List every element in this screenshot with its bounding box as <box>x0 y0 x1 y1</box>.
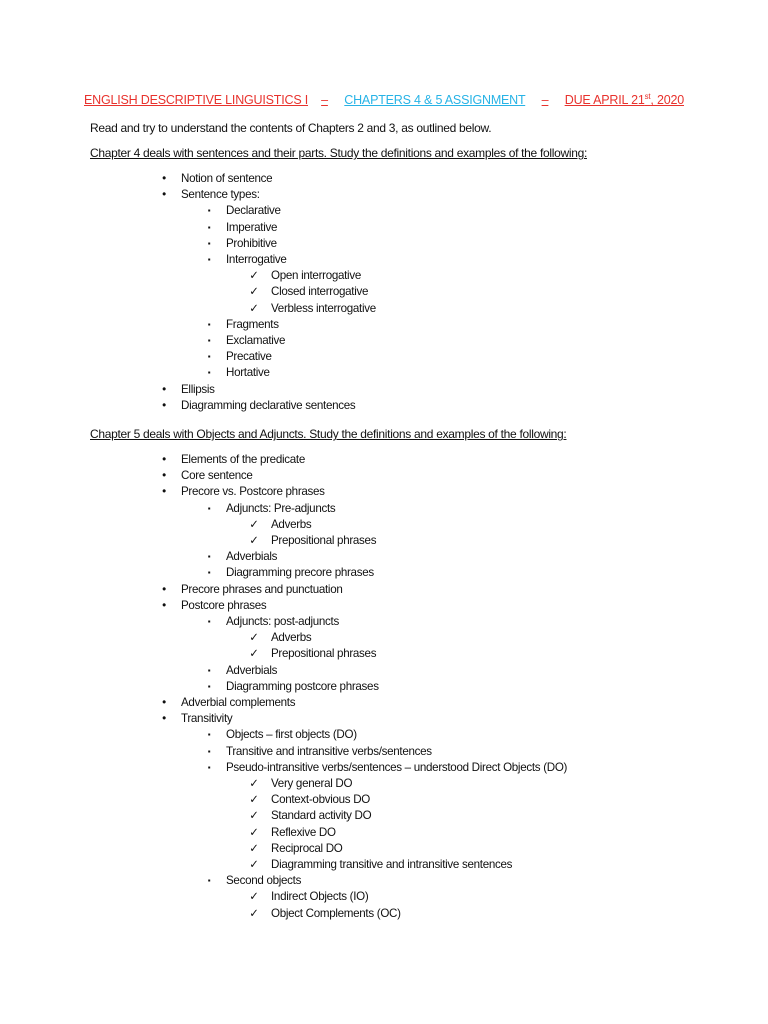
list-item <box>249 793 370 807</box>
bullet-icon: ▪ <box>207 665 211 675</box>
list-item-text: Context-obvious DO <box>271 793 370 807</box>
list-item-text: Exclamative <box>226 334 286 347</box>
list-item <box>249 534 377 548</box>
list-item-text: Precore vs. Postcore phrases <box>181 485 325 499</box>
list-item <box>162 453 305 467</box>
bullet-icon: • <box>162 485 166 499</box>
list-item-text: Adverbials <box>226 663 278 677</box>
chapter5-heading: Chapter 5 deals with Objects and Adjuncts. Study the definitions and examples of the following: <box>90 427 567 441</box>
bullet-icon: • <box>162 382 166 396</box>
list-item <box>249 269 361 283</box>
list-item <box>207 679 379 694</box>
chapter4-heading: Chapter 4 deals with sentences and their parts. Study the definitions and examples of the following: <box>90 146 587 160</box>
list-item <box>207 220 278 235</box>
bullet-icon: • <box>162 453 166 466</box>
list-item-text: Adjuncts: post-adjuncts <box>226 615 339 628</box>
list-item <box>249 825 336 840</box>
bullet-icon: • <box>162 398 166 412</box>
list-item <box>207 615 339 629</box>
list-item-text: Open interrogative <box>271 269 361 283</box>
bullet-icon: • <box>162 598 166 612</box>
bullet-icon: ▪ <box>207 762 211 772</box>
list-item-text: Adverbial complements <box>181 696 296 709</box>
list-item <box>162 712 233 726</box>
bullet-icon: ▪ <box>207 319 211 329</box>
list-item-text: Diagramming postcore phrases <box>226 679 379 693</box>
list-item-text: Hortative <box>226 366 270 380</box>
bullet-icon: ▪ <box>207 222 211 232</box>
list-item <box>207 350 272 364</box>
checkmark-icon: ✓ <box>249 517 259 531</box>
list-item-text: Prepositional phrases <box>271 534 377 547</box>
checkmark-icon: ✓ <box>249 906 259 920</box>
list-item-text: Elements of the predicate <box>181 453 305 466</box>
intro-text: Read and try to understand the contents of Chapters 2 and 3, as outlined below. <box>90 121 492 135</box>
list-item-text: Transitivity <box>181 712 233 726</box>
list-item-text: Adverbials <box>226 550 278 564</box>
list-item-text: Postcore phrases <box>181 598 267 612</box>
list-item <box>249 777 353 791</box>
bullet-icon: ▪ <box>207 238 211 248</box>
list-item <box>249 285 369 299</box>
list-item <box>207 236 277 251</box>
list-item <box>207 501 336 516</box>
title-dash-1: – <box>321 93 328 108</box>
checkmark-icon: ✓ <box>249 858 259 871</box>
list-item <box>249 631 312 645</box>
list-item-text: Second objects <box>226 874 302 888</box>
list-item-text: Diagramming precore phrases <box>226 566 374 580</box>
bullet-icon: ▪ <box>207 368 211 378</box>
list-item <box>207 874 302 888</box>
list-item-text: Reflexive DO <box>271 825 336 839</box>
list-item-text: Core sentence <box>181 469 253 483</box>
list-item-text: Precore phrases and punctuation <box>181 582 343 596</box>
bullet-icon: • <box>162 582 166 596</box>
checkmark-icon: ✓ <box>249 825 259 839</box>
list-item <box>207 204 281 218</box>
checkmark-icon: ✓ <box>249 269 259 283</box>
list-item-text: Prepositional phrases <box>271 647 377 661</box>
checkmark-icon: ✓ <box>249 809 259 823</box>
list-item-text: Fragments <box>226 317 279 331</box>
list-item <box>249 858 513 872</box>
list-item <box>162 469 253 483</box>
list-item-text: Notion of sentence <box>181 172 273 185</box>
chapters-title: CHAPTERS 4 & 5 ASSIGNMENT <box>344 93 526 108</box>
list-item <box>162 485 325 499</box>
list-item <box>207 317 279 332</box>
assignment-title <box>0 92 768 107</box>
checkmark-icon: ✓ <box>249 777 259 790</box>
list-item <box>162 598 267 613</box>
bullet-icon: ▪ <box>207 568 211 578</box>
list-item-text: Imperative <box>226 220 278 234</box>
list-item-text: Standard activity DO <box>271 809 372 823</box>
list-item <box>162 172 273 186</box>
list-item-text: Diagramming transitive and intransitive sentences <box>271 858 513 871</box>
list-item <box>249 890 369 904</box>
list-item <box>207 728 357 742</box>
bullet-icon: • <box>162 696 166 709</box>
list-item <box>249 517 312 532</box>
bullet-icon: • <box>162 172 166 185</box>
list-item <box>162 582 343 597</box>
list-item <box>207 566 374 580</box>
checkmark-icon: ✓ <box>249 631 259 645</box>
bullet-icon: ▪ <box>207 746 211 756</box>
bullet-icon: ▪ <box>207 336 211 345</box>
list-item-text: Diagramming declarative sentences <box>181 398 356 412</box>
due-date: DUE APRIL 21st, 2020 <box>564 92 684 108</box>
list-item <box>207 744 432 759</box>
bullet-icon: • <box>162 188 166 202</box>
checkmark-icon: ✓ <box>249 534 259 547</box>
list-item <box>162 188 260 202</box>
list-item-text: Transitive and intransitive verbs/sentences <box>226 744 432 758</box>
list-item <box>207 334 286 348</box>
bullet-icon: ▪ <box>207 876 211 886</box>
bullet-icon: ▪ <box>207 206 211 216</box>
list-item-text: Pseudo-intransitive verbs/sentences – understood Direct Objects (DO) <box>226 760 568 774</box>
list-item-text: Precative <box>226 350 272 364</box>
list-item-text: Reciprocal DO <box>271 841 343 855</box>
list-item <box>249 809 372 823</box>
list-item <box>207 253 287 267</box>
list-item-text: Adverbs <box>271 517 312 531</box>
bullet-icon: ▪ <box>207 552 211 562</box>
bullet-icon: ▪ <box>207 255 211 264</box>
list-item-text: Verbless interrogative <box>271 301 376 315</box>
checkmark-icon: ✓ <box>249 793 259 807</box>
bullet-icon: ▪ <box>207 503 211 513</box>
list-item-text: Very general DO <box>271 777 353 790</box>
list-item-text: Indirect Objects (IO) <box>271 890 369 904</box>
checkmark-icon: ✓ <box>249 890 259 904</box>
bullet-icon: • <box>162 469 166 483</box>
list-item <box>249 906 401 921</box>
checkmark-icon: ✓ <box>249 841 259 855</box>
list-item-text: Sentence types: <box>181 188 260 202</box>
list-item <box>249 301 376 316</box>
list-item-text: Interrogative <box>226 253 287 266</box>
list-item <box>207 760 568 775</box>
bullet-icon: ▪ <box>207 352 211 362</box>
list-item <box>207 550 278 564</box>
bullet-icon: ▪ <box>207 617 211 626</box>
list-item-text: Ellipsis <box>181 382 215 396</box>
list-item-text: Object Complements (OC) <box>271 906 401 920</box>
checkmark-icon: ✓ <box>249 647 259 661</box>
bullet-icon: • <box>162 712 166 726</box>
list-item-text: Declarative <box>226 204 281 218</box>
bullet-icon: ▪ <box>207 730 211 740</box>
list-item-text: Closed interrogative <box>271 285 369 299</box>
list-item <box>207 663 278 678</box>
list-item <box>162 696 296 710</box>
list-item <box>162 398 356 413</box>
list-item <box>249 841 343 856</box>
bullet-icon: ▪ <box>207 681 211 691</box>
list-item <box>162 382 215 397</box>
list-item-text: Prohibitive <box>226 236 277 250</box>
course-title: ENGLISH DESCRIPTIVE LINGUISTICS I <box>84 93 309 108</box>
list-item <box>207 366 270 380</box>
checkmark-icon: ✓ <box>249 285 259 299</box>
list-item-text: Objects – first objects (DO) <box>226 728 357 742</box>
list-item-text: Adverbs <box>271 631 312 645</box>
checkmark-icon: ✓ <box>249 301 259 315</box>
list-item-text: Adjuncts: Pre-adjuncts <box>226 501 336 515</box>
list-item <box>249 647 377 661</box>
title-dash-2: – <box>541 93 549 108</box>
